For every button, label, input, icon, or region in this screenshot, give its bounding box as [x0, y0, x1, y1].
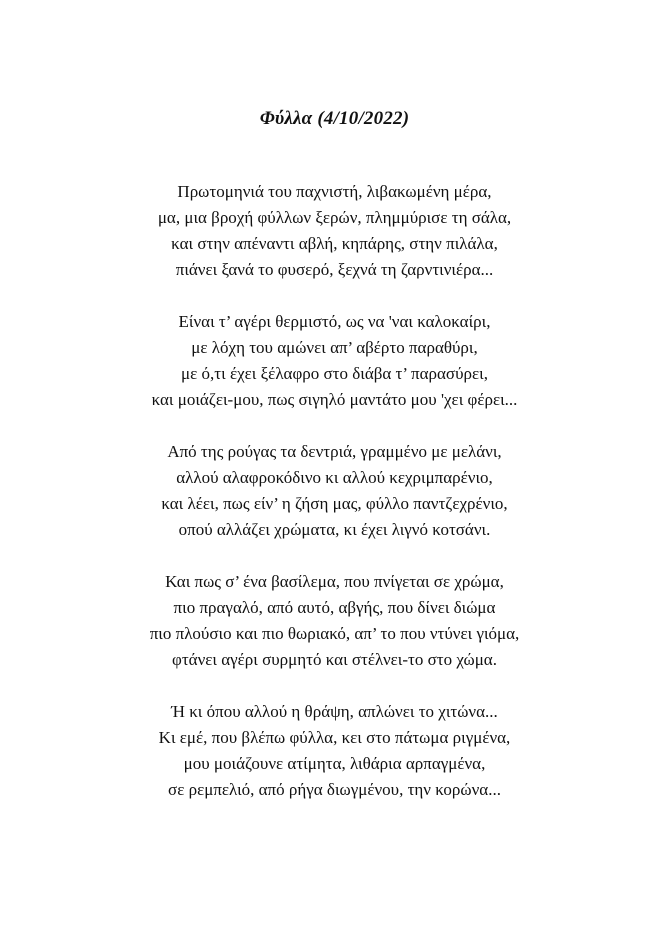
poem-line: πιο πραγαλό, από αυτό, αβγής, που δίνει διώμα	[173, 598, 496, 617]
poem-line: οπού αλλάζει χρώματα, κι έχει λιγνό κοτσάνι.	[178, 520, 491, 539]
stanza-5	[0, 699, 669, 803]
stanza-4	[0, 569, 669, 673]
poem-line: φτάνει αγέρι συρμητό και στέλνει-το στο χώμα.	[172, 650, 497, 669]
poem-line: και μοιάζει-μου, πως σιγηλό μαντάτο μου 'χει φέρει...	[151, 390, 518, 409]
poem-line: Ή κι όπου αλλού η θράψη, απλώνει το χιτώνα...	[171, 702, 498, 721]
poem-line: αλλού αλαφροκόδινο κι αλλού κεχριμπαρένιο,	[176, 468, 493, 487]
poem-line: μου μοιάζουνε ατίμητα, λιθάρια αρπαγμένα,	[183, 754, 486, 773]
poem-line: μα, μια βροχή φύλλων ξερών, πλημμύρισε τη σάλα,	[157, 208, 512, 227]
poem-line: με λόχη του αμώνει απ’ αβέρτο παραθύρι,	[191, 338, 478, 357]
poem-title: Φύλλα (4/10/2022)	[259, 108, 410, 129]
stanza-3	[0, 439, 669, 543]
poem-line: και στην απέναντι αβλή, κηπάρης, στην πιλάλα,	[171, 234, 498, 253]
poem-line: Και πως σ’ ένα βασίλεμα, που πνίγεται σε χρώμα,	[165, 572, 504, 591]
poem-line: και λέει, πως είν’ η ζήση μας, φύλλο παντζεχρένιο,	[161, 494, 508, 513]
poem-body	[0, 179, 669, 829]
poem-line: σε ρεμπελιό, από ρήγα διωγμένου, την κορώνα...	[168, 780, 501, 799]
stanza-1	[0, 179, 669, 283]
poem-line: Από της ρούγας τα δεντριά, γραμμένο με μελάνι,	[167, 442, 502, 461]
poem-line: πιάνει ξανά το φυσερό, ξεχνά τη ζαρντινιέρα...	[175, 260, 494, 279]
stanza-2	[0, 309, 669, 413]
poem-line: Κι εμέ, που βλέπω φύλλα, κει στο πάτωμα ριγμένα,	[158, 728, 511, 747]
poem-line: με ό,τι έχει ξέλαφρο στο διάβα τ’ παρασύρει,	[181, 364, 488, 383]
poem-line: πιο πλούσιο και πιο θωριακό, απ’ το που ντύνει γιόμα,	[149, 624, 520, 643]
poem-line: Πρωτομηνιά του παχνιστή, λιβακωμένη μέρα,	[177, 182, 492, 201]
poem-line: Είναι τ’ αγέρι θερμιστό, ως να 'ναι καλοκαίρι,	[178, 312, 491, 331]
